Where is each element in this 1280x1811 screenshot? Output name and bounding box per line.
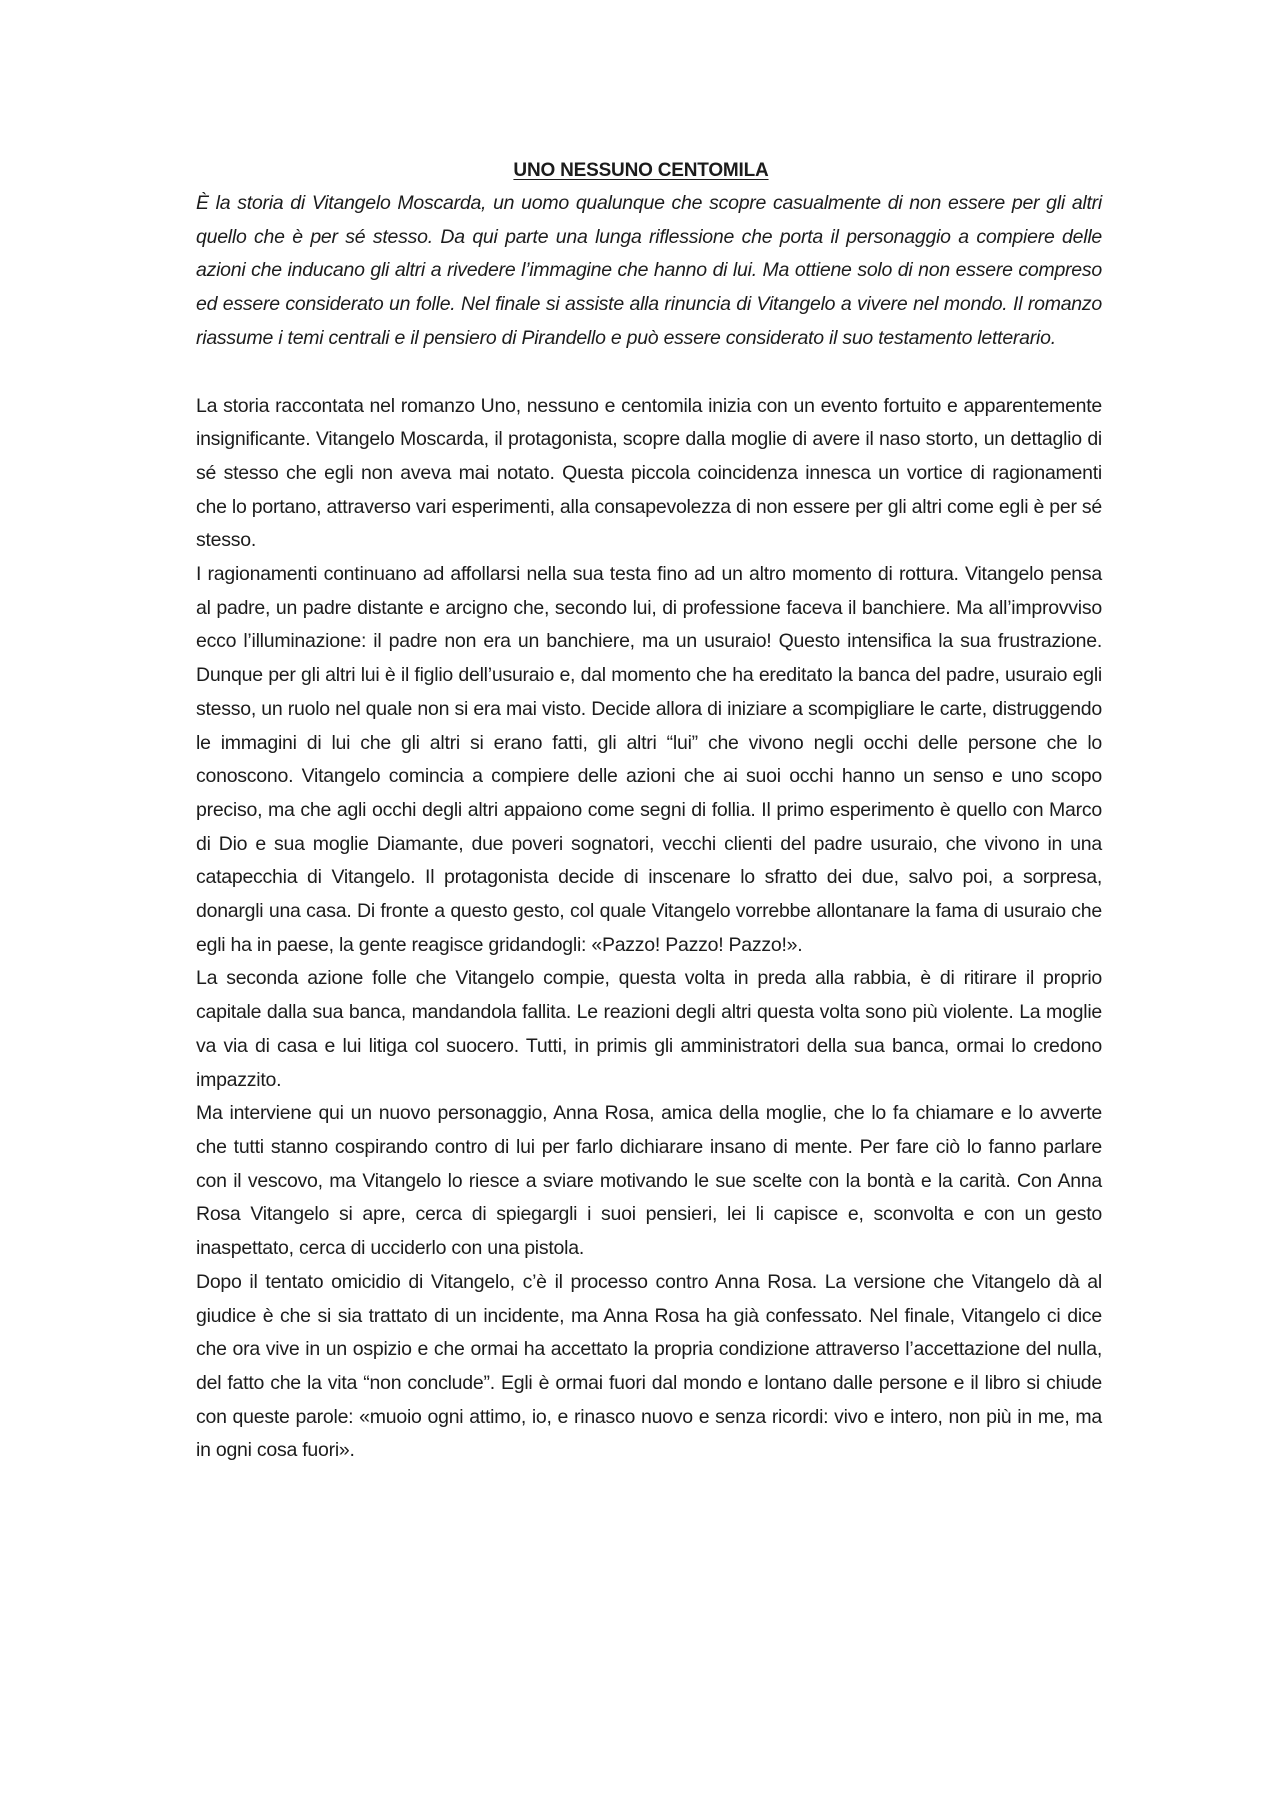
body-paragraph-1: La storia raccontata nel romanzo Uno, nessuno e centomila inizia con un evento fortuito e apparentemente insignificante. Vitangelo Moscarda, il protagonista, scopre dalla moglie di avere il naso storto, un dettaglio di sé stesso che egli non aveva mai notato. Questa piccola coincidenza innesca un vortice di ragionamenti che lo portano, attraverso vari esperimenti, alla consapevolezza di non essere per gli altri come egli è per sé stesso. bbox=[196, 394, 1102, 552]
document-title bbox=[196, 158, 1102, 184]
body-paragraph-3: La seconda azione folle che Vitangelo compie, questa volta in preda alla rabbia, è di ritirare il proprio capitale dalla sua banca, mandandola fallita. Le reazioni degli altri questa volta sono più violente. La moglie va via di casa e lui litiga col suocero. Tutti, in primis gli amministratori della sua banca, ormai lo credono impazzito. bbox=[196, 967, 1102, 1091]
document-title-text: UNO NESSUNO CENTOMILA bbox=[513, 160, 769, 181]
body-paragraph-4: Ma interviene qui un nuovo personaggio, Anna Rosa, amica della moglie, che lo fa chiamare e lo avverte che tutti stanno cospirando contro di lui per farlo dichiarare insano di mente. Per fare ciò lo fanno parlare con il vescovo, ma Vitangelo lo riesce a sviare motivando le sue scelte con la bontà e la carità. Con Anna Rosa Vitangelo si apre, cerca di spiegargli i suoi pensieri, lei li capisce e, sconvolta e con un gesto inaspettato, cerca di ucciderlo con una pistola. bbox=[196, 1102, 1102, 1260]
body-paragraph-5: Dopo il tentato omicidio di Vitangelo, c’è il processo contro Anna Rosa. La versione che Vitangelo dà al giudice è che si sia trattato di un incidente, ma Anna Rosa ha già confessato. Nel finale, Vitangelo ci dice che ora vive in un ospizio e che ormai ha accettato la propria condizione attraverso l’accettazione del nulla, del fatto che la vita “non conclude”. Egli è ormai fuori dal mondo e lontano dalle persone e il libro si chiude con queste parole: «muoio ogni attimo, io, e rinasco nuovo e senza ricordi: vivo e intero, non più in me, ma in ogni cosa fuori». bbox=[196, 1270, 1102, 1462]
body-paragraph-2: I ragionamenti continuano ad affollarsi nella sua testa fino ad un altro momento di rottura. Vitangelo pensa al padre, un padre distante e arcigno che, secondo lui, di professione faceva il banchiere. Ma all’improvviso ecco l’illuminazione: il padre non era un banchiere, ma un usuraio! Questo intensifica la sua frustrazione. Dunque per gli altri lui è il figlio dell’usuraio e, dal momento che ha ereditato la banca del padre, usuraio egli stesso, un ruolo nel quale non si era mai visto. Decide allora di iniziare a scompigliare le carte, distruggendo le immagini di lui che gli altri si erano fatti, gli altri “lui” che vivono negli occhi delle persone che lo conoscono. Vitangelo comincia a compiere delle azioni che ai suoi occhi hanno un senso e uno scopo preciso, ma che agli occhi degli altri appaiono come segni di follia. Il primo esperimento è quello con Marco di Dio e sua moglie Diamante, due poveri sognatori, vecchi clienti del padre usuraio, che vivono in una catapecchia di Vitangelo. Il protagonista decide di inscenare lo sfratto dei due, salvo poi, a sorpresa, donargli una casa. Di fronte a questo gesto, col quale Vitangelo vorrebbe allontanare la fama di usuraio che egli ha in paese, la gente reagisce gridandogli: «Pazzo! Pazzo! Pazzo!». bbox=[196, 563, 1102, 956]
document-page bbox=[196, 158, 1102, 1468]
summary-paragraph: È la storia di Vitangelo Moscarda, un uomo qualunque che scopre casualmente di non essere per gli altri quello che è per sé stesso. Da qui parte una lunga riflessione che porta il personaggio a compiere delle azioni che inducano gli altri a rivedere l’immagine che hanno di lui. Ma ottiene solo di non essere compreso ed essere considerato un folle. Nel finale si assiste alla rinuncia di Vitangelo a vivere nel mondo. Il romanzo riassume i temi centrali e il pensiero di Pirandello e può essere considerato il suo testamento letterario. bbox=[196, 192, 1102, 349]
